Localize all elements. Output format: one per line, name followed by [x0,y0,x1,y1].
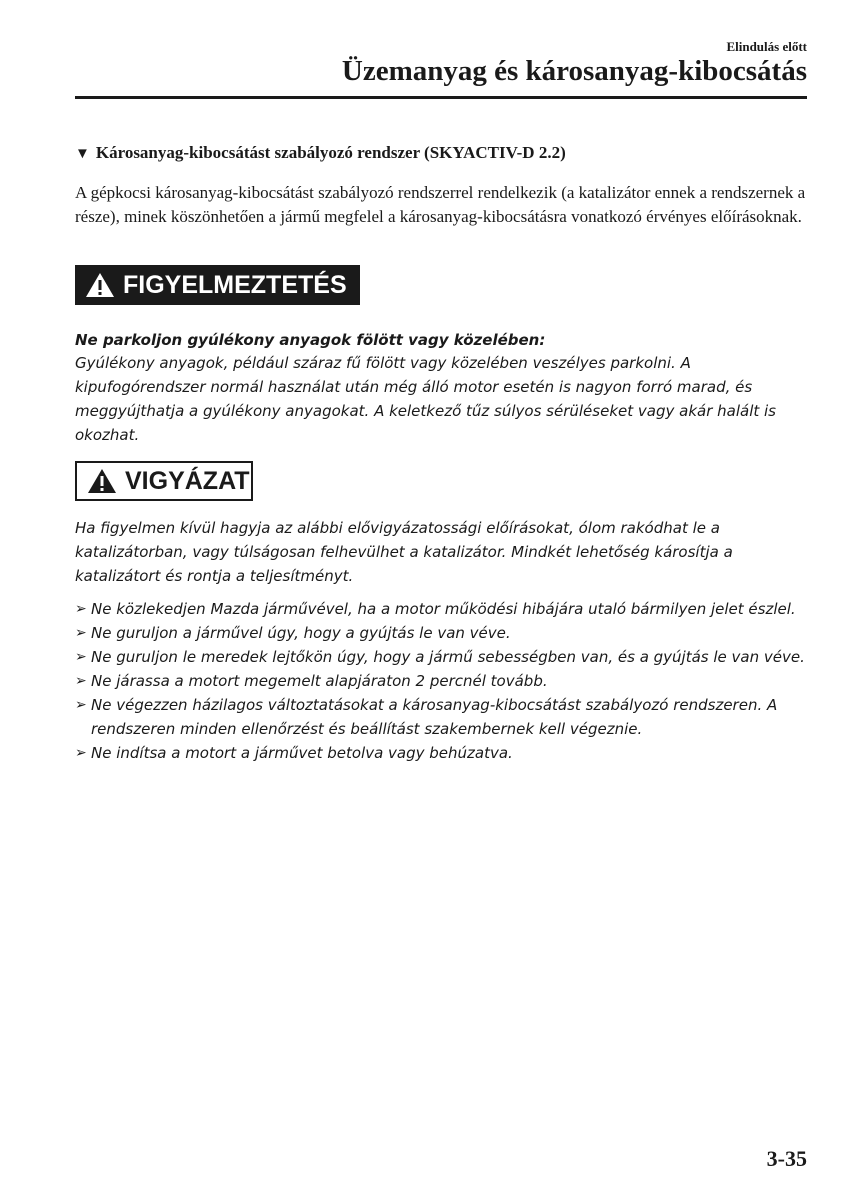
list-item-text: Ne közlekedjen Mazda járművével, ha a motor működési hibájára utaló bármilyen jelet észlel. [91,600,796,618]
section-heading-text: Károsanyag-kibocsátást szabályozó rendszer (SKYACTIV-D 2.2) [95,143,566,162]
arrow-bullet-icon: ➢ [75,649,87,665]
list-item-text: Ne guruljon a járművel úgy, hogy a gyújtás le van véve. [91,624,511,642]
arrow-bullet-icon: ➢ [75,697,87,713]
arrow-bullet-icon: ➢ [75,625,87,641]
list-item [75,621,815,645]
arrow-bullet-icon: ➢ [75,601,87,617]
warning-banner [75,265,360,305]
triangle-down-icon: ▼ [75,146,90,162]
caution-banner [75,461,253,501]
list-item [75,669,815,693]
list-item [75,741,815,765]
section-heading [75,143,815,163]
section-label: Elindulás előtt [726,39,807,54]
warning-body: Gyúlékony anyagok, például száraz fű fölött vagy közelében veszélyes parkolni. A kipufogórendszer normál használat után még álló motor esetén is nagyon forró marad, és meggyújthatja a gyúlékony anyagokat. A keletkező tűz súlyos sérüléseket vagy akár halált is okozhat. [75,354,776,444]
list-item [75,693,815,741]
warning-heading: Ne parkoljon gyúlékony anyagok fölött vagy közelében: [75,331,546,349]
caution-icon [87,468,117,494]
arrow-bullet-icon: ➢ [75,745,87,761]
list-item [75,597,815,621]
list-item-text: Ne guruljon le meredek lejtőkön úgy, hogy a jármű sebességben van, és a gyújtás le van véve. [91,648,805,666]
caution-label: VIGYÁZAT [125,466,250,495]
list-item-text: Ne járassa a motort megemelt alapjáraton 2 percnél tovább. [91,672,548,690]
page-title: Üzemanyag és károsanyag-kibocsátás [341,55,807,87]
list-item-text: Ne indítsa a motort a járművet betolva vagy behúzatva. [91,744,513,762]
warning-label: FIGYELMEZTETÉS [123,270,347,299]
arrow-bullet-icon: ➢ [75,673,87,689]
title-divider [75,96,807,99]
caution-body: Ha figyelmen kívül hagyja az alábbi elővigyázatossági előírásokat, ólom rakódhat le a katalizátorban, vagy túlságosan felhevülhet a katalizátor. Mindkét lehetőség károsítja a katalizátort és rontja a teljesítményt. [75,519,733,585]
warning-icon [85,272,115,298]
intro-paragraph: A gépkocsi károsanyag-kibocsátást szabályozó rendszerrel rendelkezik (a katalizátor ennek a rendszernek a része), minek köszönhetően a jármű megfelel a károsanyag-kibocsátásra vonatkozó érvényes előírásoknak. [75,183,806,226]
list-item-text: Ne végezzen házilagos változtatásokat a károsanyag-kibocsátást szabályozó rendszeren. A rendszeren minden ellenőrzést és beállítást szakembernek kell végeznie. [91,696,778,738]
list-item [75,645,815,669]
caution-list [75,597,815,765]
page-number: 3-35 [766,1146,807,1171]
